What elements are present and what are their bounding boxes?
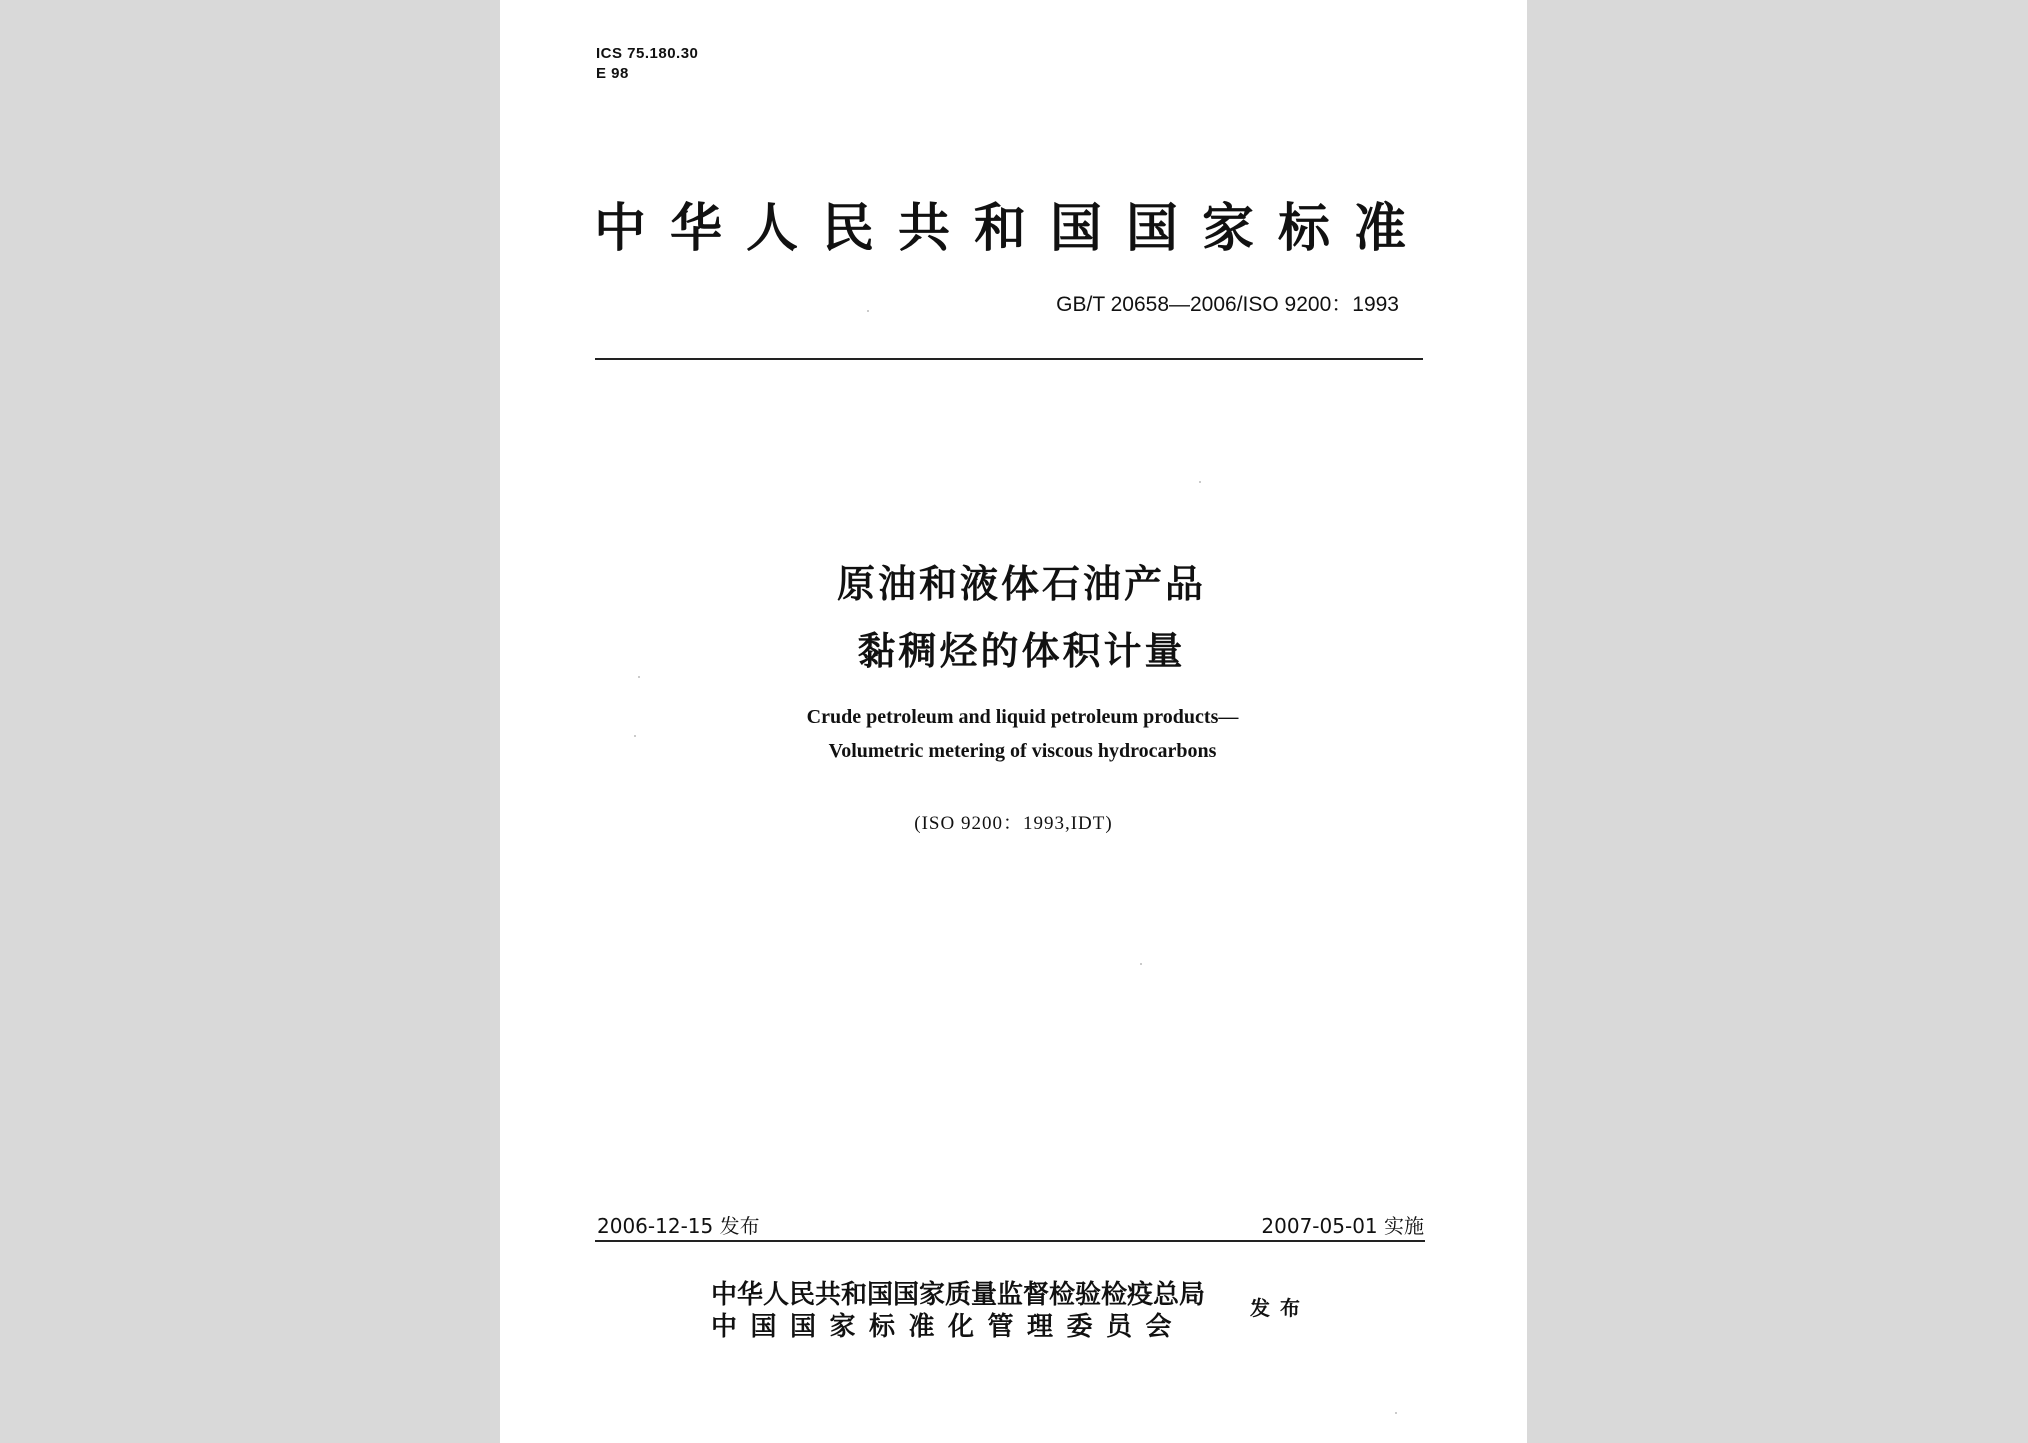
- english-title-line-2: Volumetric metering of viscous hydrocarbons: [828, 740, 1217, 762]
- scan-speck: [1199, 481, 1201, 483]
- scan-speck: [867, 310, 869, 312]
- scan-speck: [638, 676, 640, 678]
- english-title-line-1: Crude petroleum and liquid petroleum products—: [806, 706, 1239, 728]
- standard-number: GB/T 20658—2006/ISO 9200：1993: [1056, 293, 1399, 316]
- chinese-title-line-2: 黏稠烃的体积计量: [857, 629, 1186, 673]
- publish-label: 发布: [1250, 1296, 1310, 1320]
- header-divider: [595, 358, 1423, 360]
- footer-divider: [595, 1240, 1425, 1242]
- document-page: [500, 0, 1527, 1443]
- scan-speck: [1140, 963, 1142, 965]
- scan-speck: [1395, 1412, 1397, 1414]
- implementation-date: 2007-05-01 实施: [1261, 1214, 1424, 1238]
- national-standard-title: 中华人民共和国国家标准: [594, 199, 1431, 259]
- issuer-line-1: 中华人民共和国国家质量监督检验检疫总局: [711, 1280, 1206, 1310]
- chinese-title-line-1: 原油和液体石油产品: [836, 562, 1206, 606]
- classification-codes: [596, 44, 698, 84]
- issue-date: 2006-12-15 发布: [597, 1214, 760, 1238]
- iso-equivalence: (ISO 9200：1993,IDT): [914, 813, 1113, 834]
- ics-code: ICS 75.180.30: [596, 45, 699, 62]
- scan-speck: [634, 735, 636, 737]
- ccs-code: E 98: [596, 65, 629, 82]
- issuer-line-2: 中国国家标准化管理委员会: [711, 1312, 1186, 1342]
